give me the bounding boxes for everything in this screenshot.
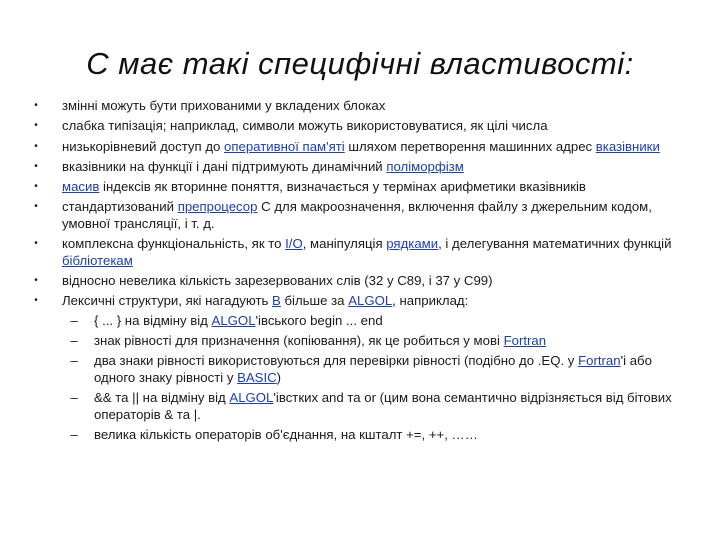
bullet-item xyxy=(30,159,694,176)
hyperlink[interactable]: рядками xyxy=(386,236,439,252)
bullet-icon: • xyxy=(34,160,38,172)
hyperlink[interactable]: бібліотекам xyxy=(62,252,133,268)
bullet-icon: • xyxy=(34,295,38,307)
bullet-item xyxy=(30,139,694,156)
bullet-icon: • xyxy=(34,120,38,132)
item-text: , маніпуляція xyxy=(302,236,387,252)
dash-icon: – xyxy=(70,427,78,443)
bullet-icon: • xyxy=(34,275,38,287)
hyperlink[interactable]: Fortran xyxy=(578,353,621,369)
hyperlink[interactable]: препроцесор xyxy=(177,199,258,215)
item-text: велика кількість операторів об'єднання, на кшталт +=, ++, …… xyxy=(94,427,478,443)
item-text: більше за xyxy=(280,293,349,309)
hyperlink[interactable]: вказівники xyxy=(595,138,660,154)
dash-icon: – xyxy=(70,390,78,406)
item-text: низькорівневий доступ до xyxy=(62,138,225,154)
sub-item xyxy=(60,333,694,350)
dash-icon: – xyxy=(70,333,78,349)
bullet-item xyxy=(30,118,694,135)
feature-list xyxy=(30,98,694,447)
item-text: , і делегування математичних функцій xyxy=(438,236,672,252)
item-text: { ... } на відміну від xyxy=(94,312,212,328)
bullet-item xyxy=(30,199,694,232)
hyperlink[interactable]: оперативної пам'яті xyxy=(224,138,345,154)
item-text: 'івстких and та or (цим вона семантично відрізняється від бітових операторів & та |. xyxy=(94,390,672,422)
sub-item xyxy=(60,313,694,330)
item-text: , наприклад: xyxy=(392,293,469,309)
item-text: шляхом перетворення машинних адрес xyxy=(344,138,596,154)
hyperlink[interactable]: ALGOL xyxy=(348,293,393,309)
sub-item xyxy=(60,390,694,423)
sub-item xyxy=(60,353,694,386)
slide-title: C має такі специфічні властивості: xyxy=(86,46,634,81)
hyperlink[interactable]: Fortran xyxy=(503,333,547,349)
hyperlink[interactable]: поліморфізм xyxy=(386,158,464,174)
item-text: комплексна функціональність, як то xyxy=(62,236,286,252)
dash-icon: – xyxy=(70,353,78,369)
sub-item xyxy=(60,427,694,444)
item-text: вказівники на функції і дані підтримують динамічний xyxy=(62,158,387,174)
hyperlink[interactable]: BASIC xyxy=(237,369,277,385)
bullet-icon: • xyxy=(34,181,38,193)
bullet-item xyxy=(30,293,694,443)
item-text: стандартизований xyxy=(62,199,178,215)
bullet-icon: • xyxy=(34,238,38,250)
bullet-icon: • xyxy=(34,140,38,152)
item-text: ) xyxy=(276,369,282,385)
sub-list xyxy=(62,313,694,444)
item-text: Лексичні структури, які нагадують xyxy=(62,293,273,309)
bullet-icon: • xyxy=(34,100,38,111)
item-text: C для макроозначення, включення файлу з джерельним кодом, умовної трансляції, і т. д. xyxy=(62,199,652,231)
bullet-item xyxy=(30,273,694,290)
dash-icon: – xyxy=(70,312,78,328)
hyperlink[interactable]: B xyxy=(272,293,281,309)
item-text: два знаки рівності використовуються для перевірки рівності (подібно до .EQ. у xyxy=(94,353,579,369)
bullet-item xyxy=(30,179,694,196)
hyperlink[interactable]: масив xyxy=(62,179,100,195)
item-text: слабка типізація; наприклад, символи можуть використовуватися, як цілі числа xyxy=(62,118,548,134)
item-text: змінні можуть бути прихованими у вкладених блоках xyxy=(62,98,386,113)
item-text: знак рівності для призначення (копіювання), як це робиться у мові xyxy=(94,333,504,349)
bullet-item xyxy=(30,236,694,269)
item-text: 'івського begin ... end xyxy=(255,312,383,328)
bullet-icon: • xyxy=(34,201,38,213)
item-text: індексів як вторинне поняття, визначається у термінах арифметики вказівників xyxy=(99,179,586,195)
hyperlink[interactable]: I/O xyxy=(285,236,303,252)
item-text: відносно невелика кількість зарезервованих слів (32 у C89, і 37 у C99) xyxy=(62,273,493,289)
hyperlink[interactable]: ALGOL xyxy=(229,390,274,406)
hyperlink[interactable]: ALGOL xyxy=(211,312,256,328)
item-text: && та || на відміну від xyxy=(94,390,230,406)
bullet-item xyxy=(30,98,694,115)
item-text: 'і або одного знаку рівності у xyxy=(94,353,652,385)
